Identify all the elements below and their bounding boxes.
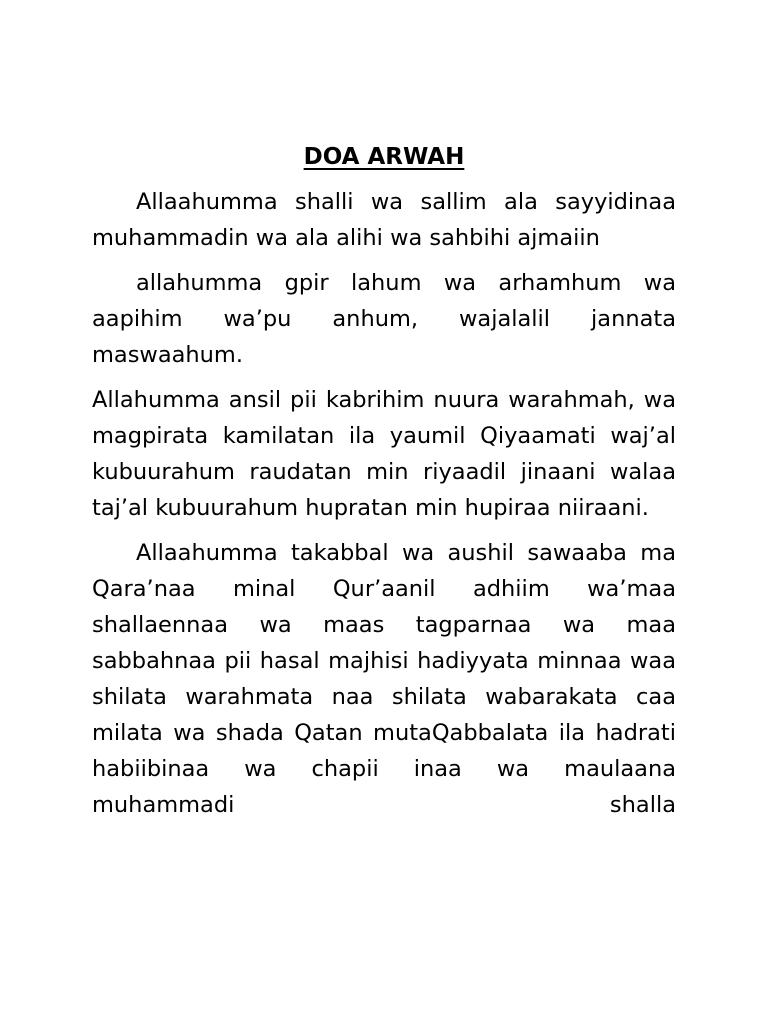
paragraph-shalawat: Allaahumma shalli wa sallim ala sayyidinaa muhammadin wa ala alihi wa sahbihi ajmaiin: [92, 189, 676, 251]
paragraph-maghfirah: allahumma gpir lahum wa arhamhum wa aapihim wa’pu anhum, wajalalil jannata maswaahum.: [92, 270, 676, 368]
document-title-text: DOA ARWAH: [303, 144, 465, 170]
paragraph-takabbal: Allaahumma takabbal wa aushil sawaaba ma Qara’naa minal Qur’aanil adhiim wa’maa shallaennaa wa maas tagparnaa wa maa sabbahnaa pii hasal majhisi hadiyyata minnaa waa shilata warahmata naa shilata wabarakata caa milata wa shada Qatan mutaQabbalata ila hadrati habiibinaa wa chapii inaa wa maulaana muhammadi shalla: [92, 540, 676, 818]
document-page: [92, 140, 676, 832]
paragraph-kubur: Allahumma ansil pii kabrihim nuura warahmah, wa magpirata kamilatan ila yaumil Qiyaamati waj’al kubuurahum raudatan min riyaadil jinaani walaa taj’al kubuurahum hupratan min hupiraa niiraani.: [92, 387, 676, 521]
document-title: [92, 140, 676, 175]
